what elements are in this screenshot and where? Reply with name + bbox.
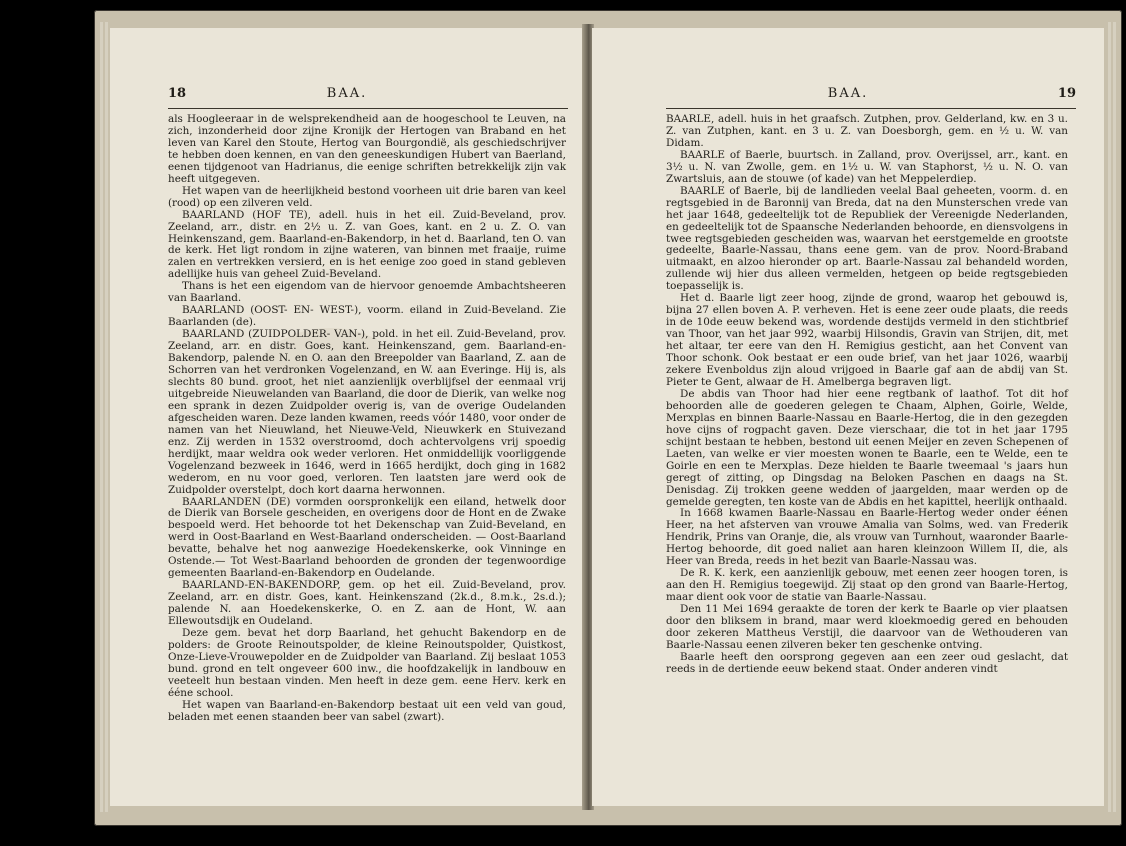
left-page: [110, 28, 586, 806]
paragraph: De R. K. kerk, een aanzienlijk gebouw, met eenen zeer hoogen toren, is aan den H. Remigius toegewijd. Zij staat op den grond van Baarle-Hertog, maar dient ook voor de statie van Baarle-Nassau.: [666, 567, 1068, 604]
paragraph: BAARLAND (OOST- EN- WEST-), voorm. eiland in Zuid-Beveland. Zie Baarlanden (de).: [168, 304, 566, 329]
paragraph: De abdis van Thoor had hier eene regtbank of laathof. Tot dit hof behoorden alle de goederen gelegen te Chaam, Alphen, Goirle, Welde, Merxplas en binnen Baarle-Nassau en Baarle-Hertog, die in den gezegden hove cijns of rogpacht gaven. Deze vierschaar, die tot in het jaar 1795 schijnt bestaan te hebben, bestond uit eenen Meijer en zeven Schepenen of Laeten, van welke er vier moesten wonen te Baarle, een te Welde, een te Goirle en een te Merxplas. Deze hielden te Baarle tweemaal 's jaars hun geregt of zitting, op Dingsdag na Beloken Paschen en daags na St. Denisdag. Zij trokken geene wedden of jaargelden, maar werden op de gemelde geregten, ten koste van de Abdis en het kapittel, heerlijk onthaald.: [666, 387, 1068, 508]
page-edge: [100, 22, 103, 812]
right-running-head: [592, 86, 1104, 104]
page-edge: [1108, 22, 1111, 812]
left-head-rule: [168, 108, 568, 109]
left-body-text: [168, 114, 566, 724]
paragraph: BAARLE of Baerle, buurtsch. in Zalland, prov. Overijssel, arr., kant. en 3½ u. N. van Zwolle, gem. en 1½ u. W. van Staphorst, ½ u. N. O. van Zwartsluis, aan de stouwe (of kade) van het Meppelerdiep.: [666, 148, 1068, 185]
paragraph: Baarle heeft den oorsprong gegeven aan een zeer oud geslacht, dat reeds in de dertiende eeuw bekend staat. Onder anderen vindt: [666, 650, 1068, 675]
page-edge: [1113, 22, 1116, 812]
page-edge: [105, 22, 108, 812]
left-page-number: 18: [168, 86, 187, 101]
paragraph: Het wapen van Baarland-en-Bakendorp bestaat uit een veld van goud, beladen met eenen staanden beer van sabel (zwart).: [168, 698, 566, 723]
open-book: [94, 10, 1122, 826]
paragraph: BAARLANDEN (DE) vormden oorspronkelijk een eiland, hetwelk door de Dierik van Borsele gescheiden, en overigens door de Hont en de Zwake bespoeld werd. Het behoorde tot het Dekenschap van Zuid-Beveland, en werd in Oost-Baarland en West-Baarland onderscheiden. — Oost-Baarland bevatte, behalve het nog aanwezige Hoedekenskerke, ook Vinninge en Ostende.— Tot West-Baarland behoorden de gronden der tegenwoordige gemeenten Baarland-en-Bakendorp en Oudelande.: [168, 495, 566, 580]
right-page-number: 19: [1057, 86, 1076, 101]
right-head-rule: [666, 108, 1076, 109]
paragraph: als Hoogleeraar in de welsprekendheid aan de hoogeschool te Leuven, na zich, inzonderheid door zijne Kronijk der Hertogen van Braband en het leven van Karel den Stoute, Hertog van Bourgondië, als geschiedschrijver te hebben doen kennen, en van den geneeskundigen Hubert van Baerland, eenen tijdgenoot van Hadrianus, die eenige schriften betrekkelijk zijn vak heeft uitgegeven.: [168, 113, 566, 185]
right-head-title: BAA.: [827, 86, 869, 101]
paragraph: BAARLAND-EN-BAKENDORP, gem. op het eil. Zuid-Beveland, prov. Zeeland, arr. en distr. Goes, kant. Heinkenszand (2k.d., 8.m.k., 2s.d.); palende N. aan Hoedekenskerke, O. en Z. aan de Hont, W. aan Ellewoutsdijk en Oudeland.: [168, 579, 566, 628]
right-page: [592, 28, 1104, 806]
paragraph: BAARLAND (HOF TE), adell. huis in het eil. Zuid-Beveland, prov. Zeeland, arr., distr. en 2½ u. Z. van Goes, kant. en 2 u. Z. O. van Heinkenszand, gem. Baarland-en-Bakendorp, in het d. Baarland, ten O. van de kerk. Het ligt rondom in zijne wateren, van binnen met fraaije, ruime zalen en vertrekken versierd, en is het eenige zoo goed in stand gebleven adellijke huis van geheel Zuid-Beveland.: [168, 208, 566, 281]
paragraph: Den 11 Mei 1694 geraakte de toren der kerk te Baarle op vier plaatsen door den bliksem in brand, maar werd kloekmoedig gered en behouden door zekeren Mattheus Verstijl, die daarvoor van de Wethouderen van Baarle-Nassau eenen zilveren beker ten geschenke ontving.: [666, 603, 1068, 651]
left-head-title: BAA.: [326, 86, 368, 101]
paragraph: Het d. Baarle ligt zeer hoog, zijnde de grond, waarop het gebouwd is, bijna 27 ellen boven A. P. verheven. Het is eene zeer oude plaats, die reeds in de 10de eeuw bekend was, wordende destijds vermeld in den stichtbrief van Thoor, van het jaar 992, waarbij Hilsondis, Gravin van Strijen, dit, met het altaar, ter eere van den H. Remigius gesticht, aan het Convent van Thoor schonk. Ook bestaat er een oude brief, van het jaar 1026, waarbij zekere Evenboldus zijn aloud vrijgoed in Baarle gaf aan de abdij van St. Pieter te Gent, alwaar de H. Amelberga begraven ligt.: [666, 292, 1068, 388]
right-body-text: [666, 114, 1068, 676]
left-running-head: [110, 86, 584, 104]
paragraph: BAARLE of Baerle, bij de landlieden veelal Baal geheeten, voorm. d. en regtsgebied in de Baronnij van Breda, dat na den Munsterschen vrede van het jaar 1648, gedeeltelijk tot de Republiek der Vereenigde Nederlanden, en gedeeltelijk tot de Spaansche Nederlanden behoorde, en diensvolgens in twee regtsgebieden gescheiden was, waarvan het eerstgemelde en grootste gedeelte, Baarle-Nassau, thans eene gem. van de prov. Noord-Braband uitmaakt, en alzoo hieronder op art. Baarle-Nassau zal behandeld worden, zullende wij hier dus alleen vermelden, hetgeen op beide regtsgebieden toepasselijk is.: [666, 184, 1068, 293]
paragraph: Thans is het een eigendom van de hiervoor genoemde Ambachtsheeren van Baarland.: [168, 280, 566, 305]
paragraph: BAARLE, adell. huis in het graafsch. Zutphen, prov. Gelderland, kw. en 3 u. Z. van Zutphen, kant. en 3 u. Z. van Doesborgh, gem. en ½ u. W. van Didam.: [666, 113, 1068, 149]
paragraph: BAARLAND (ZUIDPOLDER- VAN-), pold. in het eil. Zuid-Beveland, prov. Zeeland, arr. en distr. Goes, kant. Heinkenszand, gem. Baarland-en-Bakendorp, palende N. en O. aan den Breepolder van Baarland, Z. aan de Schorren van het verdronken Vogelenzand, en W. aan Everinge. Hij is, als slechts 80 bund. groot, het niet aanzienlijk overblijfsel der eenmaal vrij uitgebreide Nieuwelanden van Baarland, die door de Dierik, van welke nog een sprank in dezen Zuidpolder overig is, van de overige Oudelanden afgescheiden waren. Deze landen kwamen, reeds vóór 1480, voor onder de namen van het Nieuwland, het Nieuwe-Veld, Nieuwkerk en Stuivezand enz. Zij werden in 1532 overstroomd, doch achtervolgens vrij spoedig herdijkt, maar weldra ook weder verloren. Het onmiddellijk voorliggende Vogelenzand bezweek in 1646, werd in 1665 herdijkt, doch ging in 1682 wederom, en nu voor goed, verloren. Ten laatsten jare werd ook de Zuidpolder overstelpt, doch kort daarna herwonnen.: [168, 328, 566, 496]
paragraph: Het wapen van de heerlijkheid bestond voorheen uit drie baren van keel (rood) op een zilveren veld.: [168, 184, 566, 209]
paragraph: In 1668 kwamen Baarle-Nassau en Baarle-Hertog weder onder éénen Heer, na het afsterven van vrouwe Amalia van Solms, wed. van Frederik Hendrik, Prins van Oranje, die, als vrouw van Turnhout, waaronder Baarle-Hertog behoorde, dit goed naliet aan haren kleinzoon Willem II, die, als Heer van Breda, reeds in het bezit van Baarle-Nassau was.: [666, 507, 1068, 568]
paragraph: Deze gem. bevat het dorp Baarland, het gehucht Bakendorp en de polders: de Groote Reinoutspolder, de kleine Reinoutspolder, Quistkost, Onze-Lieve-Vrouwepolder en de Zuidpolder van Baarland. Zij beslaat 1053 bund. grond en telt ongeveer 600 inw., die hoofdzakelijk in landbouw en veeteelt hun bestaan vinden. Men heeft in deze gem. eene Herv. kerk en ééne school.: [168, 626, 566, 699]
